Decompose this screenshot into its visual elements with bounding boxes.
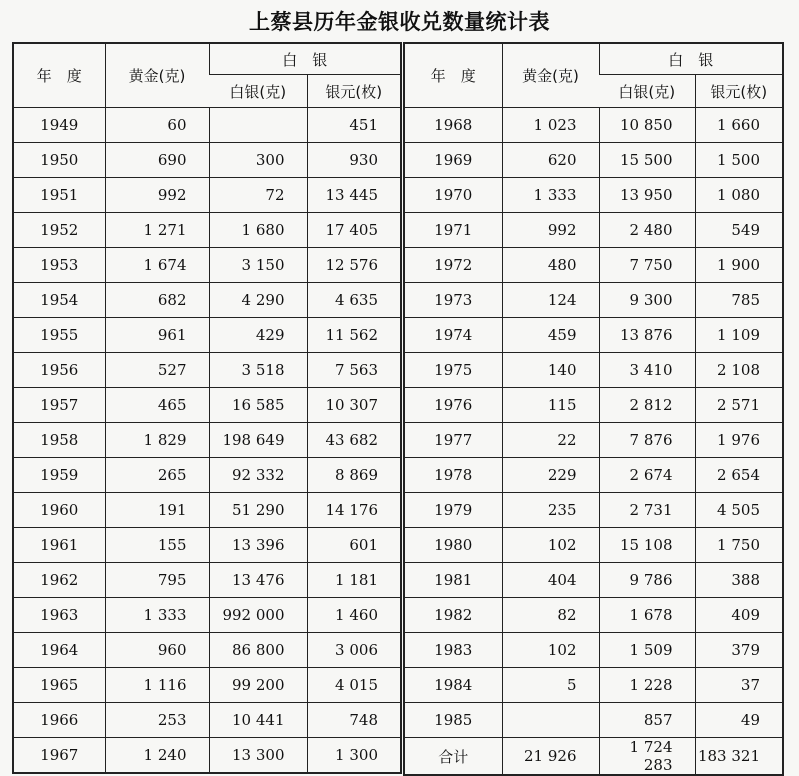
header-gold: 黄金(克) <box>502 43 599 108</box>
gold-grams-cell: 682 <box>105 283 209 318</box>
silver-grams-cell: 10 850 <box>599 108 695 143</box>
header-silver-group: 白 银 <box>599 43 783 75</box>
table-row <box>404 528 783 563</box>
year-cell: 1956 <box>13 353 105 388</box>
gold-grams-cell: 1 023 <box>502 108 599 143</box>
silver-coins-cell: 2 654 <box>695 458 783 493</box>
table-row <box>404 563 783 598</box>
table-row <box>404 458 783 493</box>
silver-grams-cell: 9 300 <box>599 283 695 318</box>
silver-grams-cell: 13 476 <box>209 563 307 598</box>
year-cell: 1958 <box>13 423 105 458</box>
silver-grams-cell: 13 396 <box>209 528 307 563</box>
year-cell: 1962 <box>13 563 105 598</box>
silver-grams-cell: 86 800 <box>209 633 307 668</box>
gold-grams-cell: 404 <box>502 563 599 598</box>
table-row <box>13 423 401 458</box>
silver-coins-cell: 1 109 <box>695 318 783 353</box>
table-row <box>13 388 401 423</box>
table-row <box>404 423 783 458</box>
silver-grams-cell: 51 290 <box>209 493 307 528</box>
header-year: 年 度 <box>404 43 502 108</box>
table-row <box>404 598 783 633</box>
right-table-panel <box>403 42 784 776</box>
silver-grams-cell: 992 000 <box>209 598 307 633</box>
silver-coins-cell: 43 682 <box>307 423 401 458</box>
silver-grams-cell: 1 228 <box>599 668 695 703</box>
table-row <box>404 213 783 248</box>
silver-grams-cell: 3 150 <box>209 248 307 283</box>
table-row <box>404 493 783 528</box>
gold-grams-cell: 620 <box>502 143 599 178</box>
year-cell: 1953 <box>13 248 105 283</box>
silver-coins-cell: 14 176 <box>307 493 401 528</box>
silver-coins-cell: 549 <box>695 213 783 248</box>
silver-grams-cell: 429 <box>209 318 307 353</box>
silver-grams-cell: 7 750 <box>599 248 695 283</box>
table-row <box>13 108 401 143</box>
silver-grams-cell: 3 518 <box>209 353 307 388</box>
silver-grams-cell: 1 680 <box>209 213 307 248</box>
year-cell: 1954 <box>13 283 105 318</box>
silver-coins-cell: 17 405 <box>307 213 401 248</box>
table-row <box>13 178 401 213</box>
table-row <box>13 738 401 774</box>
gold-grams-cell: 253 <box>105 703 209 738</box>
table-row <box>13 668 401 703</box>
silver-grams-cell: 9 786 <box>599 563 695 598</box>
gold-grams-cell: 795 <box>105 563 209 598</box>
year-cell: 合计 <box>438 747 469 766</box>
year-cell: 1973 <box>404 283 502 318</box>
gold-grams-cell: 5 <box>502 668 599 703</box>
table-row <box>13 353 401 388</box>
gold-grams-cell: 229 <box>502 458 599 493</box>
silver-grams-cell: 2 480 <box>599 213 695 248</box>
gold-grams-cell: 60 <box>105 108 209 143</box>
silver-coins-cell: 13 445 <box>307 178 401 213</box>
silver-grams-cell: 1 509 <box>599 633 695 668</box>
gold-grams-cell: 1 240 <box>105 738 209 774</box>
silver-coins-cell: 1 976 <box>695 423 783 458</box>
year-cell: 1976 <box>404 388 502 423</box>
silver-coins-cell: 49 <box>695 703 783 738</box>
gold-grams-cell: 22 <box>502 423 599 458</box>
gold-grams-cell: 115 <box>502 388 599 423</box>
table-title: 上蔡县历年金银收兑数量统计表 <box>249 10 550 34</box>
year-cell: 1952 <box>13 213 105 248</box>
gold-grams-cell: 992 <box>502 213 599 248</box>
header-silver-grams: 白银(克) <box>599 75 695 108</box>
year-cell: 1960 <box>13 493 105 528</box>
year-cell: 1972 <box>404 248 502 283</box>
silver-grams-cell: 13 300 <box>209 738 307 774</box>
gold-grams-cell: 140 <box>502 353 599 388</box>
year-cell: 1978 <box>404 458 502 493</box>
silver-grams-cell: 857 <box>599 703 695 738</box>
silver-coins-cell: 388 <box>695 563 783 598</box>
silver-grams-cell: 3 410 <box>599 353 695 388</box>
silver-coins-cell: 1 900 <box>695 248 783 283</box>
silver-coins-cell: 2 108 <box>695 353 783 388</box>
header-silver-coins: 银元(枚) <box>695 75 783 108</box>
table-row <box>404 668 783 703</box>
year-cell: 1975 <box>404 353 502 388</box>
silver-grams-cell: 1 724 283 <box>599 738 695 776</box>
silver-grams-cell: 72 <box>209 178 307 213</box>
silver-grams-cell: 1 678 <box>599 598 695 633</box>
gold-grams-cell: 961 <box>105 318 209 353</box>
table-row <box>13 633 401 668</box>
table-row <box>404 283 783 318</box>
year-cell: 1957 <box>13 388 105 423</box>
table-row <box>404 248 783 283</box>
silver-coins-cell: 785 <box>695 283 783 318</box>
silver-coins-cell: 1 080 <box>695 178 783 213</box>
header-year: 年 度 <box>13 43 105 108</box>
gold-grams-cell: 124 <box>502 283 599 318</box>
silver-coins-cell: 1 181 <box>307 563 401 598</box>
gold-grams-cell: 102 <box>502 633 599 668</box>
silver-grams-cell <box>209 108 307 143</box>
table-row <box>404 318 783 353</box>
table-row <box>404 143 783 178</box>
year-cell: 1965 <box>13 668 105 703</box>
silver-grams-cell: 2 731 <box>599 493 695 528</box>
silver-grams-cell: 300 <box>209 143 307 178</box>
year-cell: 1964 <box>13 633 105 668</box>
year-cell: 1983 <box>404 633 502 668</box>
year-cell: 1979 <box>404 493 502 528</box>
year-cell: 1980 <box>404 528 502 563</box>
table-row <box>404 738 783 776</box>
header-silver-group: 白 银 <box>209 43 401 75</box>
silver-coins-cell: 1 460 <box>307 598 401 633</box>
silver-coins-cell: 3 006 <box>307 633 401 668</box>
silver-coins-cell: 1 750 <box>695 528 783 563</box>
silver-grams-cell: 99 200 <box>209 668 307 703</box>
silver-coins-cell: 7 563 <box>307 353 401 388</box>
year-cell: 1969 <box>404 143 502 178</box>
year-cell: 1982 <box>404 598 502 633</box>
table-row <box>13 563 401 598</box>
gold-grams-cell: 1 116 <box>105 668 209 703</box>
table-row <box>13 213 401 248</box>
table-row <box>13 283 401 318</box>
table-row <box>404 703 783 738</box>
silver-coins-cell: 1 500 <box>695 143 783 178</box>
silver-coins-cell: 601 <box>307 528 401 563</box>
table-row <box>13 528 401 563</box>
silver-grams-cell: 10 441 <box>209 703 307 738</box>
gold-grams-cell: 191 <box>105 493 209 528</box>
gold-grams-cell: 21 926 <box>502 738 599 776</box>
gold-grams-cell: 690 <box>105 143 209 178</box>
gold-grams-cell: 155 <box>105 528 209 563</box>
gold-grams-cell: 1 333 <box>502 178 599 213</box>
table-row <box>404 353 783 388</box>
gold-grams-cell: 1 829 <box>105 423 209 458</box>
silver-grams-cell: 16 585 <box>209 388 307 423</box>
year-cell: 1974 <box>404 318 502 353</box>
gold-grams-cell: 265 <box>105 458 209 493</box>
year-cell: 1966 <box>13 703 105 738</box>
year-cell: 1961 <box>13 528 105 563</box>
table-row <box>404 633 783 668</box>
table-row <box>13 493 401 528</box>
gold-grams-cell: 1 333 <box>105 598 209 633</box>
silver-coins-cell: 183 321 <box>695 738 783 776</box>
silver-grams-cell: 13 950 <box>599 178 695 213</box>
gold-grams-cell: 235 <box>502 493 599 528</box>
gold-grams-cell: 102 <box>502 528 599 563</box>
year-cell: 1949 <box>13 108 105 143</box>
silver-coins-cell: 4 015 <box>307 668 401 703</box>
left-table-body <box>13 108 401 774</box>
silver-coins-cell: 1 300 <box>307 738 401 774</box>
silver-grams-cell: 4 290 <box>209 283 307 318</box>
header-silver-grams: 白银(克) <box>209 75 307 108</box>
silver-coins-cell: 2 571 <box>695 388 783 423</box>
table-row <box>13 598 401 633</box>
gold-grams-cell: 527 <box>105 353 209 388</box>
table-row <box>13 248 401 283</box>
silver-grams-cell: 2 674 <box>599 458 695 493</box>
silver-grams-cell: 15 108 <box>599 528 695 563</box>
gold-grams-cell: 82 <box>502 598 599 633</box>
year-cell: 1971 <box>404 213 502 248</box>
table-row <box>13 703 401 738</box>
header-gold: 黄金(克) <box>105 43 209 108</box>
silver-coins-cell: 11 562 <box>307 318 401 353</box>
silver-coins-cell: 10 307 <box>307 388 401 423</box>
year-cell: 1985 <box>404 703 502 738</box>
right-table <box>403 42 784 776</box>
silver-coins-cell: 12 576 <box>307 248 401 283</box>
silver-coins-cell: 37 <box>695 668 783 703</box>
left-table-panel <box>12 42 402 774</box>
year-cell: 1963 <box>13 598 105 633</box>
table-row <box>404 178 783 213</box>
year-cell: 1981 <box>404 563 502 598</box>
year-cell: 1955 <box>13 318 105 353</box>
silver-coins-cell: 930 <box>307 143 401 178</box>
silver-grams-cell: 15 500 <box>599 143 695 178</box>
year-cell: 1977 <box>404 423 502 458</box>
year-cell: 1967 <box>40 746 79 764</box>
table-row <box>13 318 401 353</box>
gold-grams-cell: 465 <box>105 388 209 423</box>
table-row <box>404 388 783 423</box>
silver-coins-cell: 8 869 <box>307 458 401 493</box>
silver-grams-cell: 2 812 <box>599 388 695 423</box>
silver-grams-cell: 13 876 <box>599 318 695 353</box>
left-table <box>12 42 402 774</box>
silver-coins-cell: 1 660 <box>695 108 783 143</box>
silver-coins-cell: 4 505 <box>695 493 783 528</box>
silver-grams-cell: 198 649 <box>209 423 307 458</box>
gold-grams-cell: 992 <box>105 178 209 213</box>
header-silver-coins: 银元(枚) <box>307 75 401 108</box>
gold-grams-cell: 1 271 <box>105 213 209 248</box>
table-row <box>404 108 783 143</box>
table-row <box>13 458 401 493</box>
table-row <box>13 143 401 178</box>
silver-coins-cell: 4 635 <box>307 283 401 318</box>
year-cell: 1959 <box>13 458 105 493</box>
silver-grams-cell: 7 876 <box>599 423 695 458</box>
right-table-body <box>404 108 783 776</box>
silver-coins-cell: 451 <box>307 108 401 143</box>
gold-grams-cell: 480 <box>502 248 599 283</box>
silver-coins-cell: 409 <box>695 598 783 633</box>
silver-coins-cell: 748 <box>307 703 401 738</box>
year-cell: 1984 <box>404 668 502 703</box>
silver-coins-cell: 379 <box>695 633 783 668</box>
year-cell: 1970 <box>404 178 502 213</box>
year-cell: 1951 <box>13 178 105 213</box>
gold-grams-cell <box>502 703 599 738</box>
year-cell: 1968 <box>404 108 502 143</box>
gold-grams-cell: 459 <box>502 318 599 353</box>
year-cell: 1950 <box>13 143 105 178</box>
gold-grams-cell: 960 <box>105 633 209 668</box>
silver-grams-cell: 92 332 <box>209 458 307 493</box>
gold-grams-cell: 1 674 <box>105 248 209 283</box>
